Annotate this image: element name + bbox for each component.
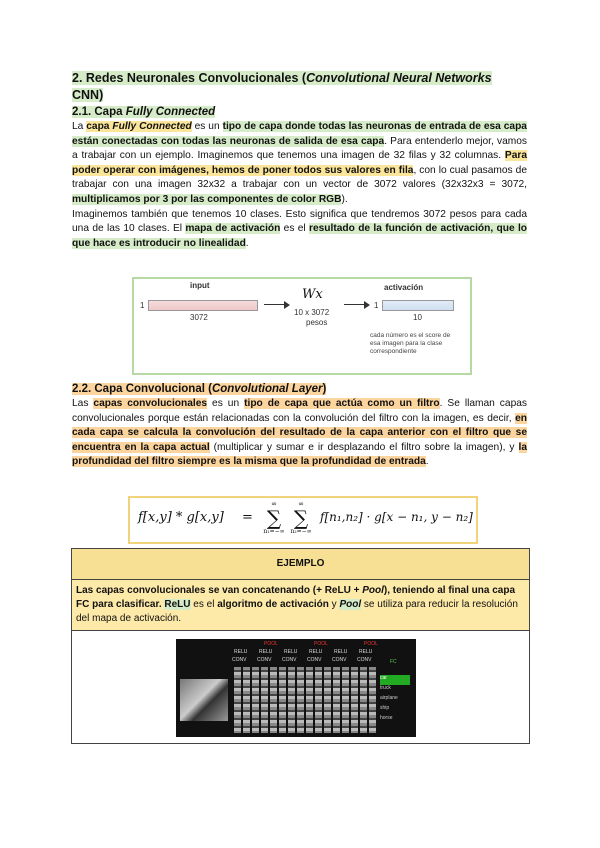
class-ship: ship bbox=[380, 705, 390, 711]
fully-connected-diagram bbox=[132, 277, 472, 375]
fc-label: FC bbox=[390, 659, 397, 665]
page-content bbox=[72, 70, 527, 251]
arrow-1-head bbox=[284, 301, 290, 309]
sum-2-bottom: n₂=−∞ bbox=[290, 528, 312, 535]
class-car: car bbox=[380, 675, 410, 685]
arrow-2 bbox=[344, 304, 366, 305]
example-text: Las capas convolucionales se van concatenando (+ ReLU + Pool), teniendo al final una capa FC para clasificar. ReLU es el algoritmo de activación y Pool se utiliza para reducir la resolución del mapa de activación. bbox=[72, 580, 529, 631]
feature-map-column bbox=[252, 667, 259, 733]
sum-1-bottom: n₁=−∞ bbox=[263, 528, 285, 535]
sum-2-sigma: ∑ bbox=[293, 506, 309, 530]
conv-label: CONV bbox=[307, 657, 322, 663]
convolution-formula bbox=[128, 496, 478, 544]
relu-label: RELU bbox=[334, 649, 348, 655]
feature-map-column bbox=[288, 667, 295, 733]
conv-label: CONV bbox=[257, 657, 272, 663]
sum-1-top: ∞ bbox=[271, 500, 277, 508]
weights-dim: 10 x 3072 bbox=[294, 308, 330, 317]
feature-map-column bbox=[234, 667, 241, 733]
wx-label: Wx bbox=[302, 287, 323, 302]
subsection-title-fc: 2.1. Capa Fully Connected bbox=[72, 106, 216, 118]
activation-one: 1 bbox=[374, 301, 379, 310]
relu-label: RELU bbox=[284, 649, 298, 655]
arrow-2-head bbox=[364, 301, 370, 309]
feature-map-column bbox=[360, 667, 367, 733]
activation-size: 10 bbox=[413, 313, 422, 322]
pool-label: POOL bbox=[314, 641, 328, 647]
pool-label: POOL bbox=[364, 641, 378, 647]
conv-label: CONV bbox=[282, 657, 297, 663]
conv-label: CONV bbox=[357, 657, 372, 663]
sum-2 bbox=[290, 500, 312, 536]
feature-map-column bbox=[333, 667, 340, 733]
subsection-title-conv: 2.2. Capa Convolucional (Convolutional Layer) bbox=[72, 383, 327, 395]
sum-1 bbox=[263, 500, 285, 536]
input-label: input bbox=[190, 281, 210, 290]
paragraph-conv: Las capas convolucionales es un tipo de capa que actúa como un filtro. Se llaman capas convolucionales porque están relacionadas con la convolución del filtro con la imagen, es decir, en cada capa se calcula la convolución del resultado de la capa anterior con el filtro que se encuentra en la capa actual (multiplicar y sumar e ir desplazando el filtro sobre la imagen), y la profundidad del filtro siempre es la misma que la profundidad de entrada. bbox=[72, 398, 527, 468]
sum-2-top: ∞ bbox=[298, 500, 304, 508]
cnn-architecture-image bbox=[176, 639, 416, 737]
section-title: 2. Redes Neuronales Convolucionales (Convolutional Neural Networks CNN) bbox=[72, 71, 492, 102]
formula-eq: = bbox=[242, 510, 253, 525]
cnn-figure-area bbox=[72, 631, 529, 743]
relu-label: RELU bbox=[359, 649, 373, 655]
pool-label: POOL bbox=[264, 641, 278, 647]
feature-map-column bbox=[297, 667, 304, 733]
relu-label: RELU bbox=[259, 649, 273, 655]
input-size: 3072 bbox=[190, 313, 208, 322]
feature-map-column bbox=[369, 667, 376, 733]
input-one: 1 bbox=[140, 301, 145, 310]
paragraph-activation: Imaginemos también que tenemos 10 clases. Esto significa que tendremos 3072 pesos para cada una de las 10 clases. El mapa de activación es el resultado de la función de activación, que lo que hace es introducir no linealidad. bbox=[72, 208, 527, 249]
formula-rhs: f[n₁,n₂] · g[x − n₁, y − n₂] bbox=[320, 510, 473, 524]
fc-bars bbox=[380, 675, 410, 733]
conv-label: CONV bbox=[232, 657, 247, 663]
example-box bbox=[71, 548, 530, 744]
feature-map-column bbox=[261, 667, 268, 733]
paragraph-fc: La capa Fully Connected es un tipo de capa donde todas las neuronas de entrada de esa capa están conectadas con todas las neuronas de salida de esa capa. Para entenderlo mejor, vamos a trabajar con un ejemplo. Imaginemos que tenemos una imagen de 32 filas y 32 columnas. Para poder operar con imágenes, hemos de poner todos sus valores en fila, con lo cual pasamos de trabajar con una imagen 32x32 a trabajar con un vector de 3072 valores (32x32x3 = 3072, multiplicamos por 3 por las componentes de color RGB). bbox=[72, 121, 527, 205]
example-title: EJEMPLO bbox=[72, 549, 529, 580]
class-airplane: airplane bbox=[380, 695, 398, 701]
arrow-1 bbox=[264, 304, 286, 305]
class-horse: horse bbox=[380, 715, 393, 721]
activation-vector bbox=[382, 300, 454, 311]
formula-lhs: f[x,y] * g[x,y] bbox=[138, 510, 224, 525]
activation-label: activación bbox=[384, 283, 424, 292]
feature-map-column bbox=[270, 667, 277, 733]
feature-map-column bbox=[306, 667, 313, 733]
section-conv bbox=[72, 382, 527, 470]
relu-label: RELU bbox=[309, 649, 323, 655]
weights-label: pesos bbox=[306, 318, 328, 327]
feature-map-column bbox=[315, 667, 322, 733]
feature-map-column bbox=[342, 667, 349, 733]
input-vector bbox=[148, 300, 258, 311]
feature-map-column bbox=[351, 667, 358, 733]
relu-label: RELU bbox=[234, 649, 248, 655]
activation-note: cada número es el score de esa imagen para la clase correspondiente bbox=[370, 332, 451, 355]
car-photo bbox=[180, 679, 228, 721]
feature-map-column bbox=[324, 667, 331, 733]
feature-map-column bbox=[279, 667, 286, 733]
class-truck: truck bbox=[380, 685, 391, 691]
sum-1-sigma: ∑ bbox=[266, 506, 282, 530]
conv-label: CONV bbox=[332, 657, 347, 663]
feature-map-column bbox=[243, 667, 250, 733]
